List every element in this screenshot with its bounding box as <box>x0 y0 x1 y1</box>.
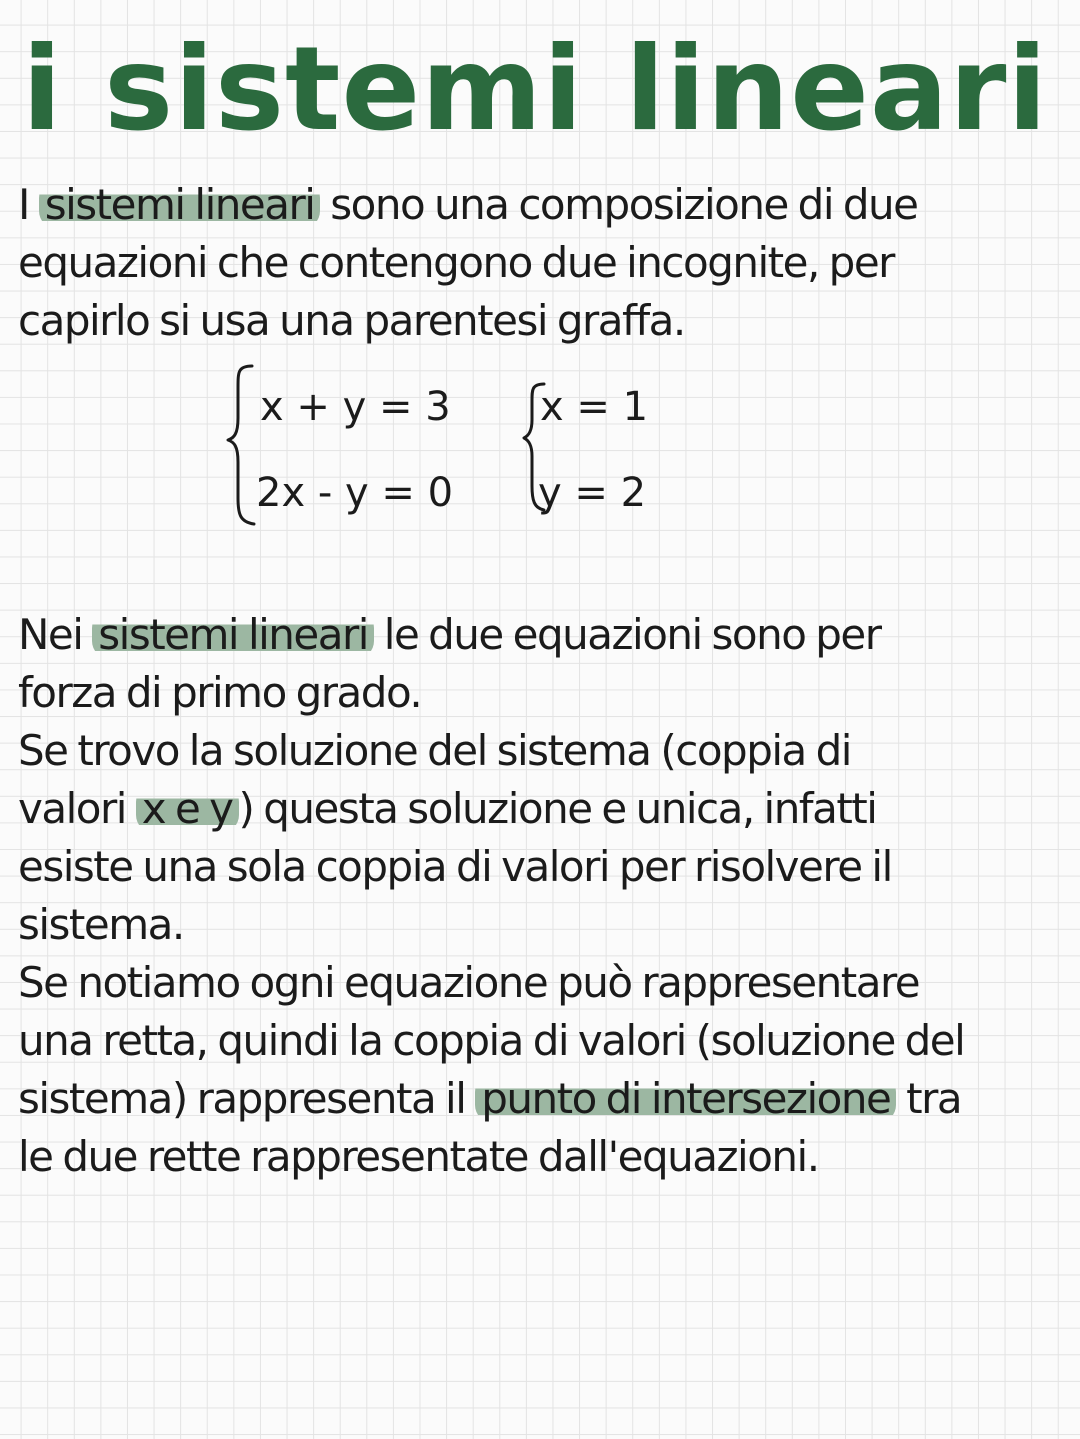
left-brace <box>228 366 254 524</box>
highlight-sistemi-lineari-2: sistemi lineari <box>92 610 374 659</box>
body-line-7: Se notiamo ogni equazione può rappresentare <box>18 958 920 1007</box>
system-example <box>226 358 656 538</box>
solution-2: y = 2 <box>538 470 647 516</box>
highlight-punto-di-intersezione: punto di intersezione <box>475 1074 896 1123</box>
body-line-3: Se trovo la soluzione del sistema (coppia di <box>18 726 851 775</box>
intro-line-2: equazioni che contengono due incognite, per <box>18 238 894 287</box>
body-line-8: una retta, quindi la coppia di valori (soluzione del <box>18 1016 965 1065</box>
body-line-10: le due rette rappresentate dall'equazioni. <box>18 1132 819 1181</box>
equation-1: x + y = 3 <box>260 384 451 430</box>
intro-line-1: I sistemi lineari sono una composizione di due <box>18 180 918 229</box>
body-paragraph <box>18 606 964 1186</box>
intro-paragraph <box>18 176 917 350</box>
body-line-2: forza di primo grado. <box>18 668 422 717</box>
intro-line-3: capirlo si usa una parentesi graffa. <box>18 296 685 345</box>
body-line-6: sistema. <box>18 900 184 949</box>
page-title: i sistemi lineari <box>22 22 1049 157</box>
solution-1: x = 1 <box>540 384 649 430</box>
body-line-4: valori x e y ) questa soluzione e unica, infatti <box>18 784 877 833</box>
body-line-1: Nei sistemi lineari le due equazioni sono per <box>18 610 881 659</box>
body-line-9: sistema) rappresenta il punto di intersezione tra <box>18 1074 962 1123</box>
highlight-x-e-y: x e y <box>136 784 239 833</box>
body-line-5: esiste una sola coppia di valori per risolvere il <box>18 842 892 891</box>
highlight-sistemi-lineari: sistemi lineari <box>39 180 321 229</box>
equation-2: 2x - y = 0 <box>256 470 454 516</box>
